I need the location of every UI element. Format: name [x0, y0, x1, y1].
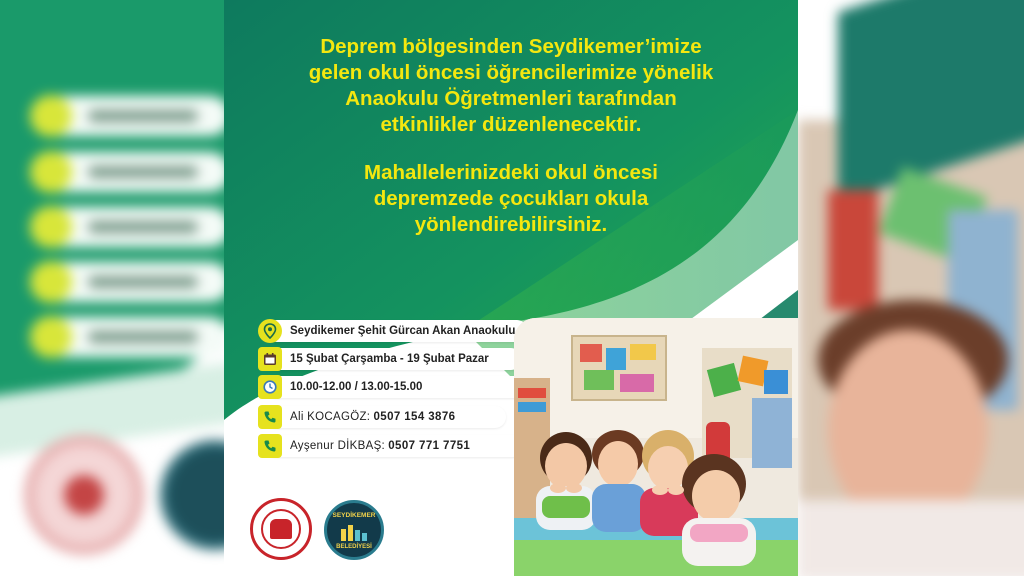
- location-row: [258, 318, 515, 344]
- headline-line-4: etkinlikler düzenlenecektir.: [380, 113, 642, 136]
- contact-1-text: [290, 411, 455, 423]
- clock-icon: [258, 375, 282, 399]
- headline-line-1: Deprem bölgesinden Seydikemer’imize: [320, 35, 702, 58]
- subheadline-line-2: depremzede çocukları okula: [373, 187, 649, 210]
- contact-1-phone: 0507 154 3876: [373, 411, 456, 423]
- contact-2-phone: 0507 771 7751: [388, 440, 471, 452]
- municipality-logo: SEYDİKEMER BELEDİYESİ: [324, 500, 384, 560]
- headline-line-3: Anaokulu Öğretmenleri tarafından: [345, 87, 677, 110]
- contact-2-name: Ayşenur DİKBAŞ:: [290, 440, 386, 452]
- contact-2-row: [258, 433, 470, 459]
- blurred-right-backdrop: [798, 0, 1024, 576]
- blurred-left-backdrop: [0, 0, 224, 576]
- subheadline-line-1: Mahallelerinizdeki okul öncesi: [364, 161, 658, 184]
- location-text: Seydikemer Şehit Gürcan Akan Anaokulu: [290, 325, 516, 337]
- children-photo: [514, 318, 798, 576]
- location-pin-icon: [258, 319, 282, 343]
- announcement-poster: [224, 0, 798, 576]
- ministry-of-education-logo: [250, 498, 312, 560]
- headline: [224, 34, 798, 138]
- hours-text: 10.00-12.00 / 13.00-15.00: [290, 381, 423, 393]
- phone-icon: [258, 405, 282, 429]
- contact-2-text: [290, 440, 470, 452]
- calendar-icon: [258, 347, 282, 371]
- subheadline-line-3: yönlendirebilirsiniz.: [414, 213, 608, 236]
- contact-1-row: [258, 404, 455, 430]
- subheadline: [224, 160, 798, 238]
- phone-icon: [258, 434, 282, 458]
- dates-row: [258, 346, 489, 372]
- dates-text: 15 Şubat Çarşamba - 19 Şubat Pazar: [290, 353, 489, 365]
- hours-row: [258, 374, 422, 400]
- contact-1-name: Ali KOCAGÖZ:: [290, 411, 371, 423]
- headline-line-2: gelen okul öncesi öğrencilerimize yönelik: [308, 61, 714, 84]
